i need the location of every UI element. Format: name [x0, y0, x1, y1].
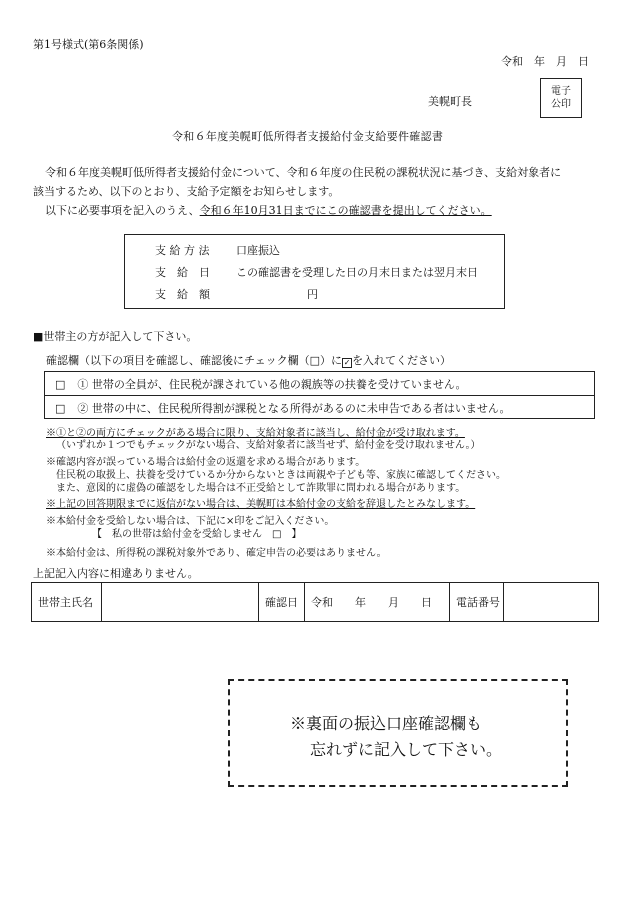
check-table-divider: [45, 395, 594, 396]
confirm-statement: 上記記入内容に相違ありません。: [33, 567, 199, 580]
payment-info-box: [124, 234, 505, 309]
note-4-line-1: ※本給付金を受給しない場合は、下記に×印をご記入ください。: [46, 516, 335, 527]
confirm-heading-a: 確認欄（以下の項目を確認し、確認後にチェック欄（□）に: [46, 354, 343, 367]
section-heading: ■世帯主の方が記入して下さい。: [33, 330, 198, 343]
phone-field[interactable]: [504, 583, 598, 621]
confirm-date-label: 確認日: [259, 583, 305, 621]
confirm-date-field[interactable]: 令和 年 月 日: [305, 583, 450, 621]
householder-name-field[interactable]: [102, 583, 259, 621]
note-2-line-3: また、意図的に虚偽の確認をした場合は不正受給として詐欺罪に問われる場合があります。: [56, 483, 466, 494]
reminder-line-1: ※裏面の振込口座確認欄も: [290, 714, 483, 733]
intro-line-3: [45, 202, 492, 218]
note-2-line-1: ※確認内容が誤っている場合は給付金の返還を求める場合があります。: [46, 457, 366, 468]
date-line: 令和 年 月 日: [501, 55, 589, 68]
note-4-line-2[interactable]: 【 私の世帯は給付金を受給しません □ 】: [92, 529, 302, 540]
intro-deadline: 令和６年10月31日までにこの確認書を提出してください。: [199, 204, 492, 217]
householder-name-label: 世帯主氏名: [32, 583, 102, 621]
note-3: ※上記の回答期限までに返信がない場合は、美幌町は本給付金の支給を辞退したとみなします。: [46, 499, 476, 510]
payment-date-label: 支 給 日: [155, 266, 210, 279]
payment-method-value: 口座振込: [236, 244, 280, 257]
document-title: 令和６年度美幌町低所得者支援給付金支給要件確認書: [172, 130, 444, 143]
payment-date-value: この確認書を受理した日の月末日または翌月末日: [236, 266, 478, 279]
note-5: ※本給付金は、所得税の課税対象外であり、確定申告の必要はありません。: [46, 548, 387, 559]
intro-deadline-prefix: 以下に必要事項を記入のうえ、: [45, 204, 200, 217]
signature-table: [31, 582, 599, 622]
phone-label: 電話番号: [450, 583, 504, 621]
electronic-seal-text: 電子 公印: [551, 86, 571, 110]
form-number: 第1号様式(第6条関係): [33, 38, 144, 51]
payment-amount-value: 円: [307, 288, 318, 301]
confirm-heading-b: を入れてください）: [352, 354, 452, 367]
check-text-2: ② 世帯の中に、住民税所得割が課税となる所得があるのに未申告である者はいません。: [77, 402, 511, 415]
check-table: [44, 371, 595, 419]
reminder-line-2: 忘れずに記入して下さい。: [310, 740, 503, 759]
check-row-2: [55, 400, 511, 416]
check-text-1: ① 世帯の全員が、住民税が課されている他の親族等の扶養を受けていません。: [77, 378, 467, 391]
intro-line-2: 該当するため、以下のとおり、支給予定額をお知らせします。: [33, 185, 340, 198]
check-mark-icon: ✓: [343, 358, 351, 367]
payment-amount-label: 支 給 額: [155, 288, 210, 301]
note-2-line-2: 住民税の取扱上、扶養を受けているか分からないときは両親や子ども等、家族に確認してください。: [56, 470, 506, 481]
reminder-box: [228, 679, 568, 787]
check-box-2[interactable]: □: [55, 402, 66, 415]
check-box-1[interactable]: □: [55, 378, 66, 391]
mayor-label: 美幌町長: [428, 95, 472, 108]
note-1-line-2: （いずれか１つでもチェックがない場合、支給対象者に該当せず、給付金を受け取れません。）: [56, 440, 481, 451]
payment-method-label: 支 給 方 法: [155, 244, 210, 257]
electronic-seal-box: [540, 78, 582, 118]
note-1-line-1: ※①と②の両方にチェックがある場合に限り、支給対象者に該当し、給付金が受け取れます。: [46, 428, 465, 439]
confirm-heading: [46, 352, 451, 368]
check-row-1: [55, 376, 467, 392]
intro-line-1: 令和６年度美幌町低所得者支援給付金について、令和６年度の住民税の課税状況に基づき、支給対象者に: [45, 166, 562, 179]
